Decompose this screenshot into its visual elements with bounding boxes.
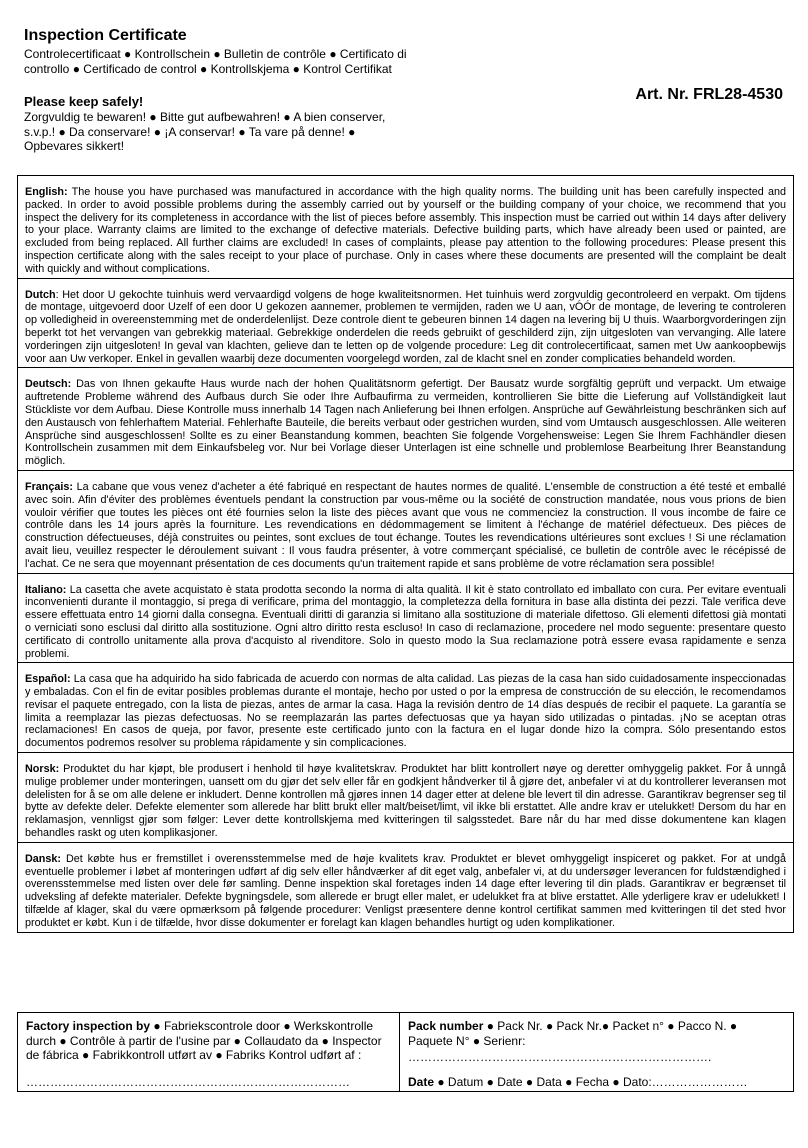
section-norsk [18,753,793,843]
date-row [408,1075,748,1090]
header [24,26,414,154]
section-dutch [18,279,793,369]
factory-inspection-label: Factory inspection by [26,1019,151,1033]
section-text: Det købte hus er fremstillet i overensstemmelse med de høje kvalitets krav. Produktet er blevet omhyggeligt inspiceret og pakket. For at undgå eventuelle problemer i løbet af monteringen udført af dig selv eller håndværker af dit eget valg, anbefaler vi, at du undersøger leverancen for fuldstændighed i overensstemmelse med listen over dele før samling. Denne inspektion skal foretages inden 14 dage efter levering til din plads. Garantikrav er begrænset til udveksling af defekte materialer. Defekte bygningsdele, som allerede er brugt eller malet, er udelukket fra at blive erstattet. Alle yderligere krav er udelukket! I tilfælde af klager, skal du være opmærksom på følgende procedurer: Venligst præsentere denne kontrol certifikat sammen med kvitteringen til det sted hvor produktet er købt. Kun i de tilfælde, hvor disse dokumenter er forelagt kan klagen behandles hurtigt og uden komplikationer. [25,852,786,929]
section-english [18,176,793,279]
section-label: Italiano: [25,583,67,596]
section-text: The house you have purchased was manufactured in accordance with the high quality norms. The building unit has been carefully inspected and packed. In order to avoid possible problems during the assembly carried out by yourself or the building company of your choice, we recommend that you inspect the delivery for its completeness in accordance with the list of pieces before assembly. This inspection must be carried out within 14 days after delivery to your place. Warranty claims are limited to the exchange of defective materials. Defective building parts, which have already been used or painted, are excluded from being replaced. All further claims are excluded! In cases of complaints, please pay attention to the following procedures: Please present this inspection certificate along with the sales receipt to your place of purchase. Only in cases where these documents are presented will the complaint be dealt with quickly and without complications. [25,186,786,275]
pack-number-blank: …………………………………………………………………. [408,1050,712,1064]
language-sections [17,175,794,933]
section-text: Das von Ihnen gekaufte Haus wurde nach der hohen Qualitätsnorm gefertigt. Der Bausatz wurde sorgfältig geprüft und verpackt. Um etwaige auftretende Probleme während des Aufbaus durch Sie oder Ihre Aufbaufirma zu vermeiden, kontrollieren Sie bitte die Lieferung auf Vollständigkeit laut Stückliste vor dem Aufbau. Diese Kontrolle muss innerhalb 14 Tagen nach Anlieferung bei Ihnen erfolgen. Ansprüche auf Gewährleistung beschränken sich auf den Austausch von fehlerhaftem Material. Fehlerhafte Bauteile, die bereits verbaut oder gestrichen wurden, sind vom Umtausch ausgeschlossen. Alle weiteren Ansprüche sind ausgeschlossen! Sollte es zu einer Beanstandung kommen, beachten Sie folgende Vorgehensweise: Legen Sie Ihrem Fachhändler diesen Kontrollschein zusammen mit dem Einkaufsbeleg vor. Nur bei Vorlage dieser Unterlagen ist eine schnelle und problemlose Bearbeitung Ihrer Beanstandung möglich. [25,378,786,468]
section-label: English: [25,186,68,198]
article-number: Art. Nr. FRL28-4530 [635,86,783,103]
section-deutsch [18,368,793,471]
section-label: Deutsch: [25,378,72,391]
title-translations: Controlecertificaat ● Kontrollschein ● Bulletin de contrôle ● Certificato di controllo ● Certificado de control ● Kontrollskjema ● Kontrol Certifikat [24,47,407,76]
section-text: : Het door U gekochte tuinhuis werd vervaardigd volgens de hoge kwaliteitsnormen. Het tuinhuis werd zorgvuldig gecontroleerd en verpakt. Om tijdens de montage, uitgevoerd door Uzelf of een door U gekozen aannemer, problemen te vermijden, raden we U aan, vÓÓr de montage, de levering te controleren op volledigheid in overeenstemming met de onderdelenlijst. Deze controle dient te gebeuren binnen 14 dagen na levering bij U thuis. Waarborgvorderingen zijn beperkt tot het vervangen van gebrekkig materiaal. Gebrekkige onderdelen die reeds gebruikt of geschilderd zijn, zijn uitgesloten van vervanging. Alle latere vorderingen zijn uitgesloten! In geval van klachten, gelieve dan te letten op de volgende procedure: Leg dit controlecertificaat, samen met Uw aankoopbewijs voor aan Uw verkoper. Enkel in gevallen waarbij deze documenten voorgelegd worden, zal de klacht snel en zonder complicaties behandeld worden. [25,288,786,365]
date-label: Date [408,1074,435,1089]
pack-date-field [400,1013,793,1091]
page-title: Inspection Certificate [24,27,187,44]
section-francais [18,471,793,574]
section-label: Dutch [25,288,56,301]
section-italiano [18,574,793,664]
factory-inspection-field [18,1013,400,1091]
keep-safely-title: Please keep safely! [24,94,144,109]
section-label: Español: [25,673,71,686]
section-dansk [18,843,793,933]
section-label: Français: [25,480,74,493]
keep-safely-translations: Zorgvuldig te bewaren! ● Bitte gut aufbewahren! ● A bien conserver, s.v.p.! ● Da conservare! ● ¡A conservar! ● Ta vare på denne! ● Opbevares sikkert! [24,110,386,153]
pack-number-translations: ● Pack Nr. ● Pack Nr.● Packet n° ● Pacco N. ● Paquete N° ● Serienr: [408,1019,738,1048]
factory-inspection-translations: ● Fabriekscontrole door ● Werkskontrolle durch ● Contrôle à partir de l'usine par ● Collaudato da ● Inspector de fábrica ● Fabrikkontroll utført av ● Fabriks Kontrol udført af : [26,1019,382,1062]
section-label: Norsk: [25,763,60,776]
pack-number-label: Pack number [408,1019,484,1033]
section-text: Produktet du har kjøpt, ble produsert i henhold til høye kvalitetskrav. Produktet har blitt kontrollert nøye og deretter omhyggelig pakket. For å unngå mulige problemer under monteringen, uansett om du gjør det selv eller får en godkjent håndverker til å gjøre det, anbefaler vi at du kontrollerer leveransen mot delelisten for å se om alle delene er inkludert. Denne kontrollen må gjøres innen 14 dager etter at delene ble levert til din adresse. Garantikrav begrenser seg til bytte av defekte deler. Defekte elementer som allerede har blitt brukt eller malt/beiset/limt, vil ikke bli erstattet. Alle andre krav er utelukket! Dersom du har en reklamasjon, vennligst gjør som følger: Lever dette kontrollskjema med kvitteringen til salgsstedet. Bare når du har med disse dokumentene kan klagen behandles raskt og uten komplikasjoner. [25,763,787,840]
date-translations: ● Datum ● Date ● Data ● Fecha ● Dato:…………………… [434,1074,748,1089]
footer-fields [17,1012,794,1092]
section-espanol [18,663,793,753]
section-text: La cabane que vous venez d'acheter a été fabriqué en respectant de hautes normes de qualité. L'ensemble de construction a été testé et emballé avec soin. Afin d'éviter des problèmes éventuels pendant la construction par vous-même ou la société de construction mandatée, nous vous prions de bien vouloir vérifier que toutes les pièces ont été fournies selon la liste des pièces avant que vous ne commenciez la construction. Il vous incombe de faire ce contrôle dans les 14 jours après la fourniture. Les revendications en dédommagement se limitent à l'échange de matériel défectueux. Des pièces de construction défectueuses, déjà construites ou peintes, sont exclues de tout échange. Toutes les revendications ultérieures sont exclues ! Si une réclamation avait lieu, veuillez respecter le déroulement suivant : Il vous faudra présenter, à votre commerçant spécialisé, ce bulletin de contrôle avec le récépissé de l'achat. Ce ne sera que moyennant présentation de ces documents qu'un traitement rapide et sans problème de votre réclamation sera possible! [25,480,786,570]
section-text: La casetta che avete acquistato è stata prodotta secondo la norma di alta qualità. Il kit è stato controllato ed imballato con cura. Per evitare eventuali inconvenienti durante il montaggio, si prega di verificare, prima del montaggio, la completezza della fornitura in base alla distinta dei pezzi. Tale verifica deve essere effettuata entro 14 giorni dalla consegna. Eventuali diritti di garanzia si limitano alla sostituzione di materiale difettoso. Gli elementi difettosi già montati o verniciati sono esclusi dal diritto alla sostituzione. Ogni altro diritto resta escluso! In caso di reclamazione, procedere nel modo seguente: presentare questo certificato di controllo unitamente alla prova d'acquisto al rivenditore. Solo in questo modo la Sua reclamazione potrà essere evasa rapidamente e senza problemi. [25,583,786,660]
factory-inspection-blank: ……………………………………………………………………… [26,1074,350,1089]
section-text: La casa que ha adquirido ha sido fabricada de acuerdo con normas de alta calidad. Las piezas de la casa han sido cuidadosamente inspeccionadas y embaladas. Con el fin de evitar posibles problemas durante el montaje, hecho por usted o por la empresa de construcción de su elección, le recomendamos revisar el paquete entregado, con la lista de piezas, antes de armar la casa. Haga la revisión dentro de 14 días después de recibir el paquete. La garantía se limita a reemplazar las piezas defectuosas. No se reemplazarán las partes defectuosas que ya hayan sido utilizadas o pintadas. ¡No se aceptan otras reclamaciones! En casos de queja, por favor, presente este certificado junto con la factura en el lugar donde hizo la compra. Sólo presentando estos documentos podremos resolver su problema rápidamente y sin complicaciones. [25,673,787,750]
section-label: Dansk: [25,852,62,865]
